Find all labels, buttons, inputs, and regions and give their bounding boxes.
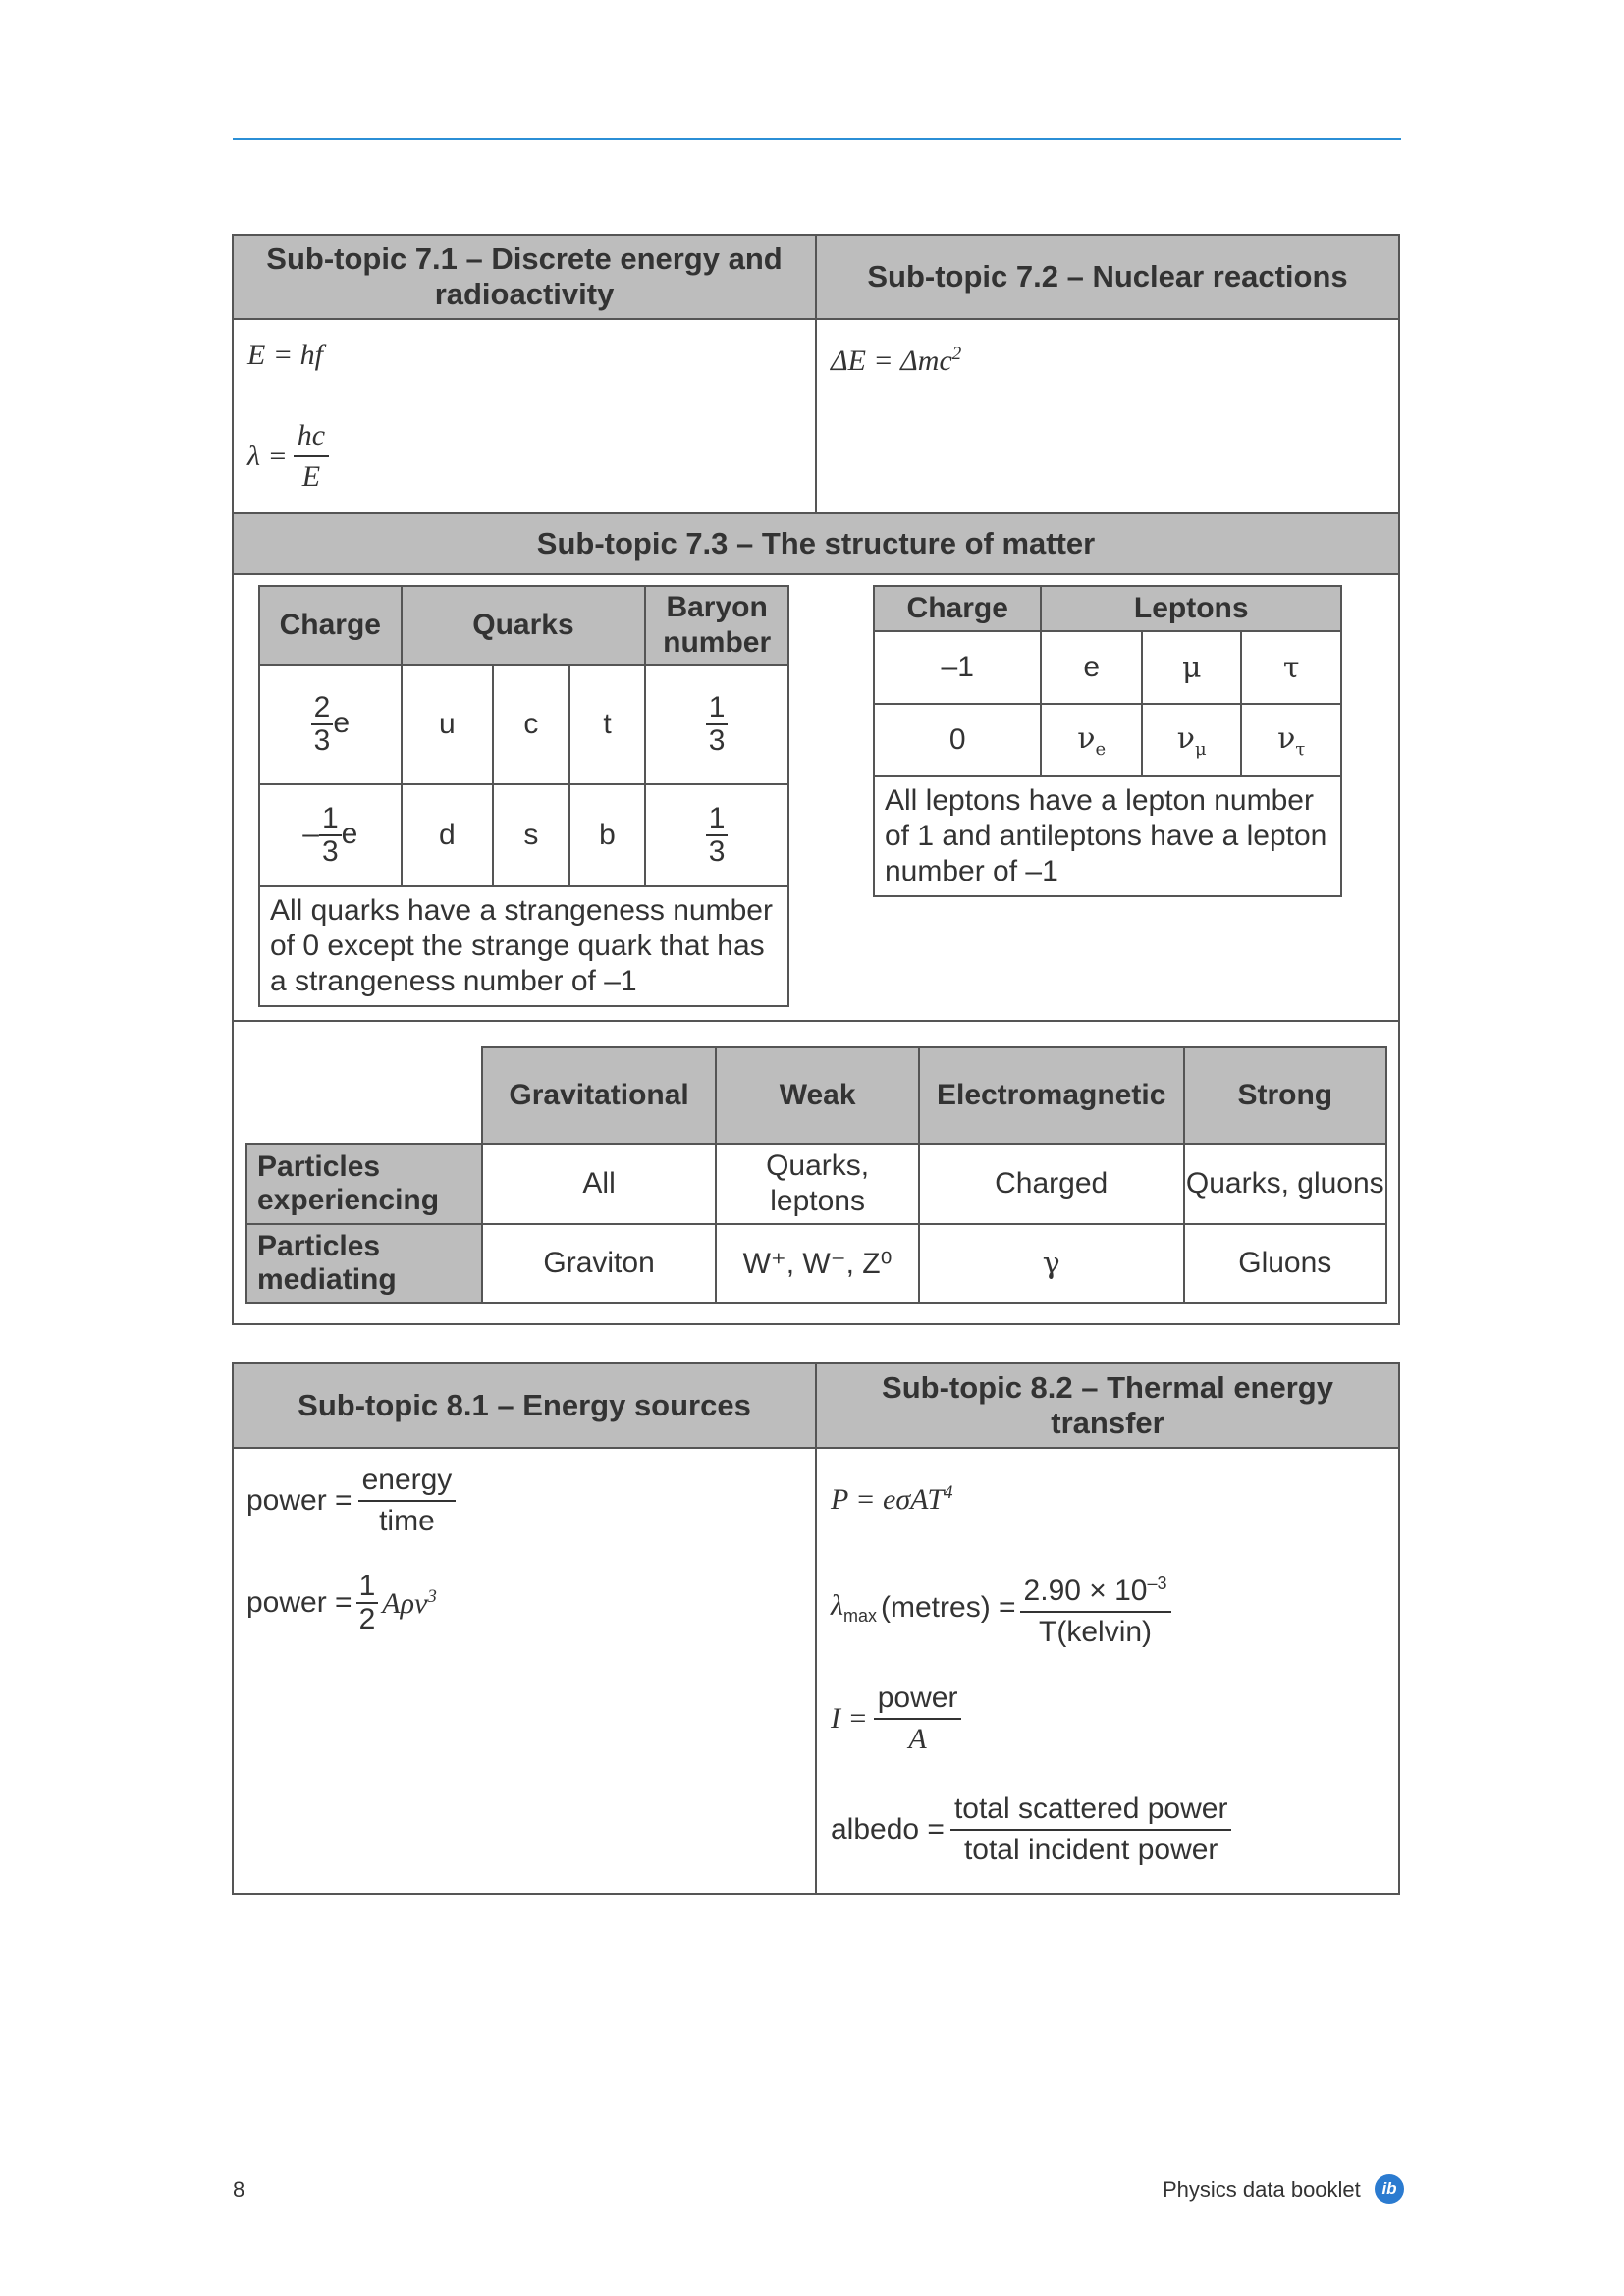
quark-d: d xyxy=(402,784,493,886)
forces-corner xyxy=(246,1047,482,1144)
quarks-baryon-row1-den: 3 xyxy=(708,724,726,757)
equation-wien-numerator: 2.90 × 10 xyxy=(1023,1575,1148,1607)
forces-table xyxy=(245,1046,1387,1304)
quarks-header-baryon-text: Baryon number xyxy=(663,591,772,659)
header-subtopic-7-2-text: Sub-topic 7.2 – Nuclear reactions xyxy=(867,259,1348,294)
leptons-row-neutrinos xyxy=(874,704,1341,776)
header-subtopic-7-3 xyxy=(232,512,1400,575)
quarks-charge-positive-num: 2 xyxy=(311,692,334,725)
tau-neutrino-sub: τ xyxy=(1295,738,1306,760)
quarks-charge-negative-unit: e xyxy=(341,817,358,850)
quarks-baryon-row2 xyxy=(645,784,788,886)
weak-mediators: W⁺, W⁻, Z⁰ xyxy=(716,1224,918,1303)
quarks-header-baryon xyxy=(645,586,788,665)
quarks-charge-negative-num: 1 xyxy=(319,803,342,836)
electron-neutrino-sub: e xyxy=(1095,738,1107,760)
equation-wind-power-num: 1 xyxy=(356,1571,379,1604)
lepton-muon: μ xyxy=(1142,631,1242,704)
quarks-baryon-row1 xyxy=(645,665,788,784)
equation-power-numerator: energy xyxy=(358,1463,457,1502)
gravitational-experiencing: All xyxy=(482,1144,717,1224)
equation-wind-power-sup: 3 xyxy=(427,1585,437,1607)
header-subtopic-7-2 xyxy=(815,234,1400,320)
lepton-tau: τ xyxy=(1241,631,1341,704)
quarks-strangeness-note: All quarks have a strangeness number of 0 except the strange quark that has a strangeness number of –1 xyxy=(259,886,788,1006)
equation-wavelength-lhs: λ = xyxy=(247,440,288,472)
equation-wind-power-den: 2 xyxy=(358,1603,376,1635)
force-weak: Weak xyxy=(716,1047,918,1144)
quarks-header-quarks: Quarks xyxy=(402,586,646,665)
quarks-charge-negative xyxy=(259,784,402,886)
quarks-charge-negative-sign: – xyxy=(302,817,319,850)
strong-experiencing: Quarks, gluons xyxy=(1184,1144,1386,1224)
electron-neutrino-symbol: ν xyxy=(1077,721,1096,756)
equation-wien-denominator: T(kelvin) xyxy=(1039,1616,1153,1648)
forces-row-mediating xyxy=(246,1224,1386,1303)
equation-stefan-boltzmann xyxy=(831,1482,953,1517)
weak-experiencing: Quarks, leptons xyxy=(716,1144,918,1224)
equation-wavelength-numerator: hc xyxy=(294,418,329,457)
equation-intensity-lhs: I = xyxy=(831,1702,868,1735)
electromagnetic-mediator: γ xyxy=(919,1224,1184,1303)
lepton-electron-neutrino xyxy=(1041,704,1142,776)
lepton-electron: e xyxy=(1041,631,1142,704)
page-number: 8 xyxy=(233,2177,245,2202)
strong-mediator: Gluons xyxy=(1184,1224,1386,1303)
quarks-baryon-row1-num: 1 xyxy=(706,692,729,725)
leptons-row-charged xyxy=(874,631,1341,704)
panel-subtopic-7-3-divider xyxy=(232,1020,1400,1022)
lepton-muon-neutrino xyxy=(1142,704,1242,776)
quark-t: t xyxy=(569,665,646,784)
equation-wien xyxy=(831,1566,1171,1650)
ib-logo-icon xyxy=(1375,2174,1404,2204)
equation-power-energy-time xyxy=(246,1463,456,1539)
equation-albedo xyxy=(831,1791,1231,1868)
force-electromagnetic: Electromagnetic xyxy=(919,1047,1184,1144)
header-subtopic-8-2-text: Sub-topic 8.2 – Thermal energy transfer xyxy=(882,1370,1333,1440)
equation-wien-sub: max xyxy=(843,1606,878,1626)
muon-neutrino-symbol: ν xyxy=(1176,721,1195,756)
leptons-number-note: All leptons have a lepton number of 1 and antileptons have a lepton number of –1 xyxy=(874,776,1341,896)
leptons-table xyxy=(873,585,1342,897)
quark-u: u xyxy=(402,665,493,784)
force-gravitational: Gravitational xyxy=(482,1047,717,1144)
equation-power-lhs: power = xyxy=(246,1484,352,1517)
leptons-header-charge: Charge xyxy=(874,586,1041,631)
equation-wind-power xyxy=(246,1571,437,1635)
forces-row-experiencing xyxy=(246,1144,1386,1224)
equation-wavelength xyxy=(247,418,329,495)
quarks-header-charge: Charge xyxy=(259,586,402,665)
quark-b: b xyxy=(569,784,646,886)
forces-row-mediating-label: Particles mediating xyxy=(246,1224,482,1303)
ib-logo-text: ib xyxy=(1381,2179,1397,2198)
leptons-header-leptons: Leptons xyxy=(1041,586,1341,631)
quarks-table xyxy=(258,585,789,1007)
quarks-charge-negative-den: 3 xyxy=(321,835,339,868)
equation-wind-power-lhs: power = xyxy=(246,1586,352,1619)
force-strong: Strong xyxy=(1184,1047,1386,1144)
quarks-charge-positive-unit: e xyxy=(333,706,350,739)
equation-albedo-numerator: total scattered power xyxy=(950,1791,1231,1831)
header-subtopic-7-3-text: Sub-topic 7.3 – The structure of matter xyxy=(536,526,1096,561)
quarks-row-up-type xyxy=(259,665,788,784)
equation-wavelength-denominator: E xyxy=(301,460,321,493)
muon-neutrino-sub: μ xyxy=(1194,738,1207,760)
header-subtopic-8-1-text: Sub-topic 8.1 – Energy sources xyxy=(298,1388,751,1422)
quark-c: c xyxy=(493,665,569,784)
equation-intensity xyxy=(831,1681,961,1757)
top-rule xyxy=(233,138,1401,140)
equation-albedo-denominator: total incident power xyxy=(963,1834,1218,1866)
quarks-charge-positive-den: 3 xyxy=(313,724,331,757)
header-subtopic-8-1 xyxy=(232,1362,817,1449)
equation-mass-energy-text: ΔE = Δmc xyxy=(831,345,952,377)
equation-intensity-denominator: A xyxy=(908,1723,927,1755)
equation-photon-energy-text: E = hf xyxy=(247,339,323,371)
forces-row-experiencing-label: Particles experiencing xyxy=(246,1144,482,1224)
equation-photon-energy xyxy=(247,339,323,372)
quarks-charge-positive xyxy=(259,665,402,784)
equation-intensity-numerator: power xyxy=(874,1681,962,1720)
equation-wien-mid: (metres) = xyxy=(881,1591,1016,1624)
equation-power-denominator: time xyxy=(379,1505,435,1537)
footer-title: Physics data booklet xyxy=(1163,2177,1361,2202)
quarks-baryon-row2-den: 3 xyxy=(708,835,726,868)
equation-albedo-lhs: albedo = xyxy=(831,1813,945,1845)
electromagnetic-experiencing: Charged xyxy=(919,1144,1184,1224)
equation-wind-power-rhs: Aρv xyxy=(382,1586,428,1620)
quarks-baryon-row2-num: 1 xyxy=(706,803,729,836)
header-subtopic-8-2 xyxy=(815,1362,1400,1449)
header-subtopic-7-1-text: Sub-topic 7.1 – Discrete energy and radioactivity xyxy=(266,241,783,311)
leptons-charge-zero: 0 xyxy=(874,704,1041,776)
header-subtopic-7-1 xyxy=(232,234,817,320)
equation-wien-numerator-sup: –3 xyxy=(1147,1574,1167,1593)
equation-wien-lambda: λ xyxy=(831,1589,843,1622)
equation-mass-energy-sup: 2 xyxy=(951,344,962,364)
quarks-row-down-type xyxy=(259,784,788,886)
gravitational-mediator: Graviton xyxy=(482,1224,717,1303)
equation-stefan-boltzmann-text: P = eσAT xyxy=(831,1483,945,1516)
equation-stefan-boltzmann-sup: 4 xyxy=(944,1482,953,1503)
lepton-tau-neutrino xyxy=(1241,704,1341,776)
equation-mass-energy xyxy=(831,344,961,378)
tau-neutrino-symbol: ν xyxy=(1277,721,1296,756)
leptons-charge-minus-one: –1 xyxy=(874,631,1041,704)
quark-s: s xyxy=(493,784,569,886)
